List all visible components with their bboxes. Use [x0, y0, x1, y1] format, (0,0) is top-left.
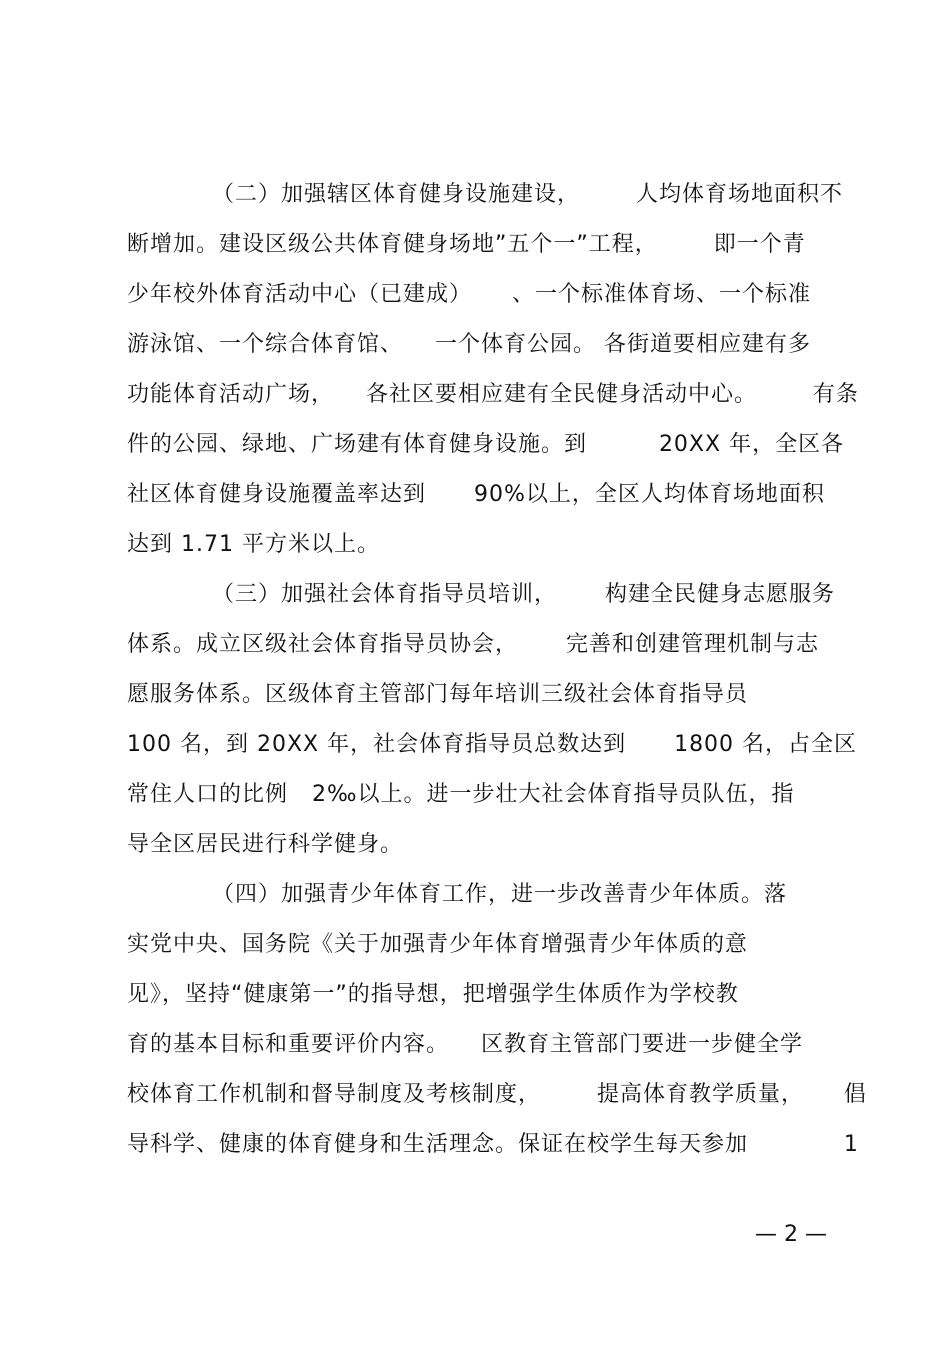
page-number: — 2 —	[755, 1222, 827, 1247]
paragraph-line: 育的基本目标和重要评价内容。 区教育主管部门要进一步健全学	[127, 1032, 803, 1057]
paragraph-line: 社区体育健身设施覆盖率达到 90%以上，全区人均体育场地面积	[127, 482, 825, 507]
paragraph-line: 常住人口的比例 2‰以上。进一步壮大社会体育指导员队伍，指	[127, 782, 795, 807]
paragraph-line: 100 名，到 20XX 年，社会体育指导员总数达到 1800 名，占全区	[127, 732, 858, 757]
paragraph-line: （二）加强辖区体育健身设施建设， 人均体育场地面积不	[212, 182, 843, 207]
paragraph-line: 功能体育活动广场， 各社区要相应建有全民健身活动中心。 有条	[127, 382, 859, 407]
paragraph-line: 愿服务体系。区级体育主管部门每年培训三级社会体育指导员	[127, 682, 749, 707]
paragraph-line: 导科学、健康的体育健身和生活理念。保证在校学生每天参加 1	[127, 1132, 859, 1157]
paragraph-line: 游泳馆、一个综合体育馆、 一个体育公园。 各街道要相应建有多	[127, 332, 811, 357]
paragraph-line: 少年校外体育活动中心（已建成） 、一个标准体育场、一个标准	[127, 282, 811, 307]
paragraph-line: 体系。成立区级社会体育指导员协会， 完善和创建管理机制与志	[127, 632, 819, 657]
paragraph-line: 件的公园、绿地、广场建有体育健身设施。到 20XX 年，全区各	[127, 432, 845, 457]
paragraph-line: 实党中央、国务院《关于加强青少年体育增强青少年体质的意	[127, 932, 749, 957]
paragraph-line: 校体育工作机制和督导制度及考核制度， 提高体育教学质量， 倡	[127, 1082, 867, 1107]
paragraph-line: 导全区居民进行科学健身。	[127, 832, 404, 857]
paragraph-line: （三）加强社会体育指导员培训， 构建全民健身志愿服务	[212, 582, 835, 607]
paragraph-line: （四）加强青少年体育工作，进一步改善青少年体质。落	[212, 882, 788, 907]
paragraph-line: 见》，坚持“健康第一”的指导想，把增强学生体质作为学校教	[127, 982, 739, 1007]
paragraph-line: 达到 1.71 平方米以上。	[127, 532, 380, 557]
paragraph-line: 断增加。建设区级公共体育健身场地”五个一”工程， 即一个青	[127, 232, 806, 257]
